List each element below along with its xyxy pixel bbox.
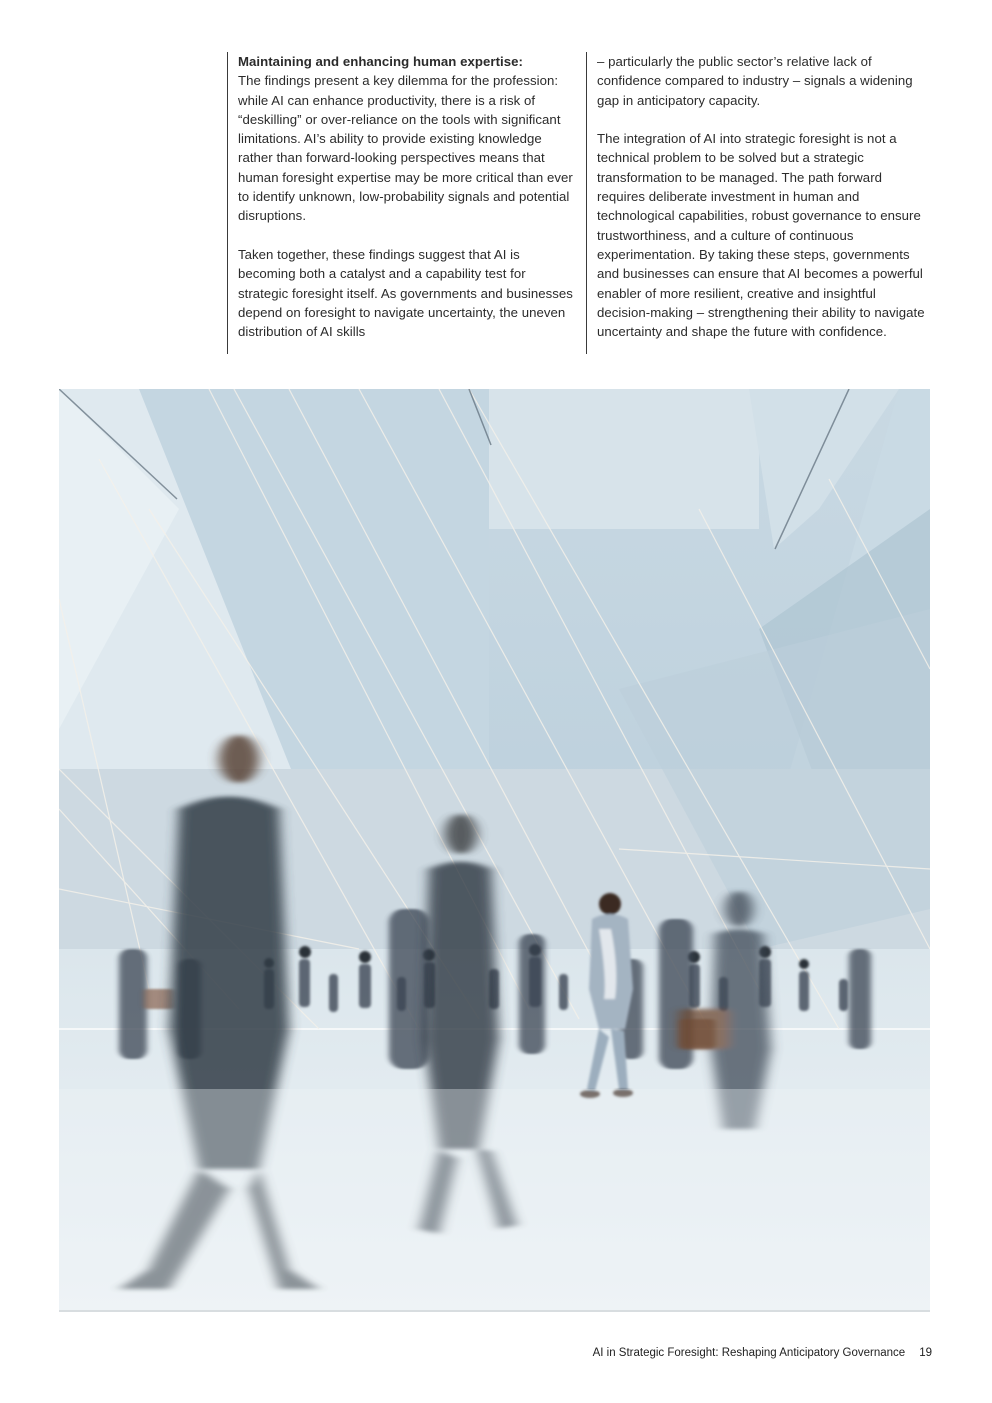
hero-photo-blurred-crowd	[59, 389, 930, 1310]
text-column-left	[227, 52, 574, 354]
paragraph-integration: The integration of AI into strategic foresight is not a technical problem to be solved but a strategic transformation to be managed. The path forward requires deliberate investment in human and technological capabilities, robust governance to ensure trustworthiness, and a culture of continuous experimentation. By taking these steps, governments and businesses can ensure that AI becomes a powerful enabler of more resilient, creative and insightful decision-making – strengthening their ability to navigate uncertainty and shape the future with confidence.	[597, 131, 925, 340]
page-number: 19	[919, 1347, 932, 1359]
footer-report-subtitle: Reshaping Anticipatory Governance	[721, 1347, 906, 1359]
paragraph-expertise-body: The findings present a key dilemma for the profession: while AI can enhance productivity, there is a risk of “deskilling” or over-reliance on the tools with significant limitations. AI’s ability to provide existing knowledge rather than forward-looking perspectives means that human foresight expertise may be more critical than ever to identify unknown, low-probability signals and potential disruptions.	[238, 73, 573, 224]
image-bottom-rule	[59, 1310, 930, 1312]
footer-report-title: AI in Strategic Foresight:	[592, 1347, 719, 1359]
paragraph-lead-heading: Maintaining and enhancing human expertise:	[238, 54, 523, 69]
paragraph-expertise	[238, 52, 574, 226]
paragraph-taken-together: Taken together, these findings suggest that AI is becoming both a catalyst and a capability test for strategic foresight itself. As governments and businesses depend on foresight to navigate uncertainty, the uneven distribution of AI skills	[238, 246, 573, 340]
page-footer	[593, 1347, 932, 1359]
text-column-right	[586, 52, 927, 354]
paragraph-continuation: – particularly the public sector’s relative lack of confidence compared to industry – signals a widening gap in anticipatory capacity.	[597, 54, 913, 108]
